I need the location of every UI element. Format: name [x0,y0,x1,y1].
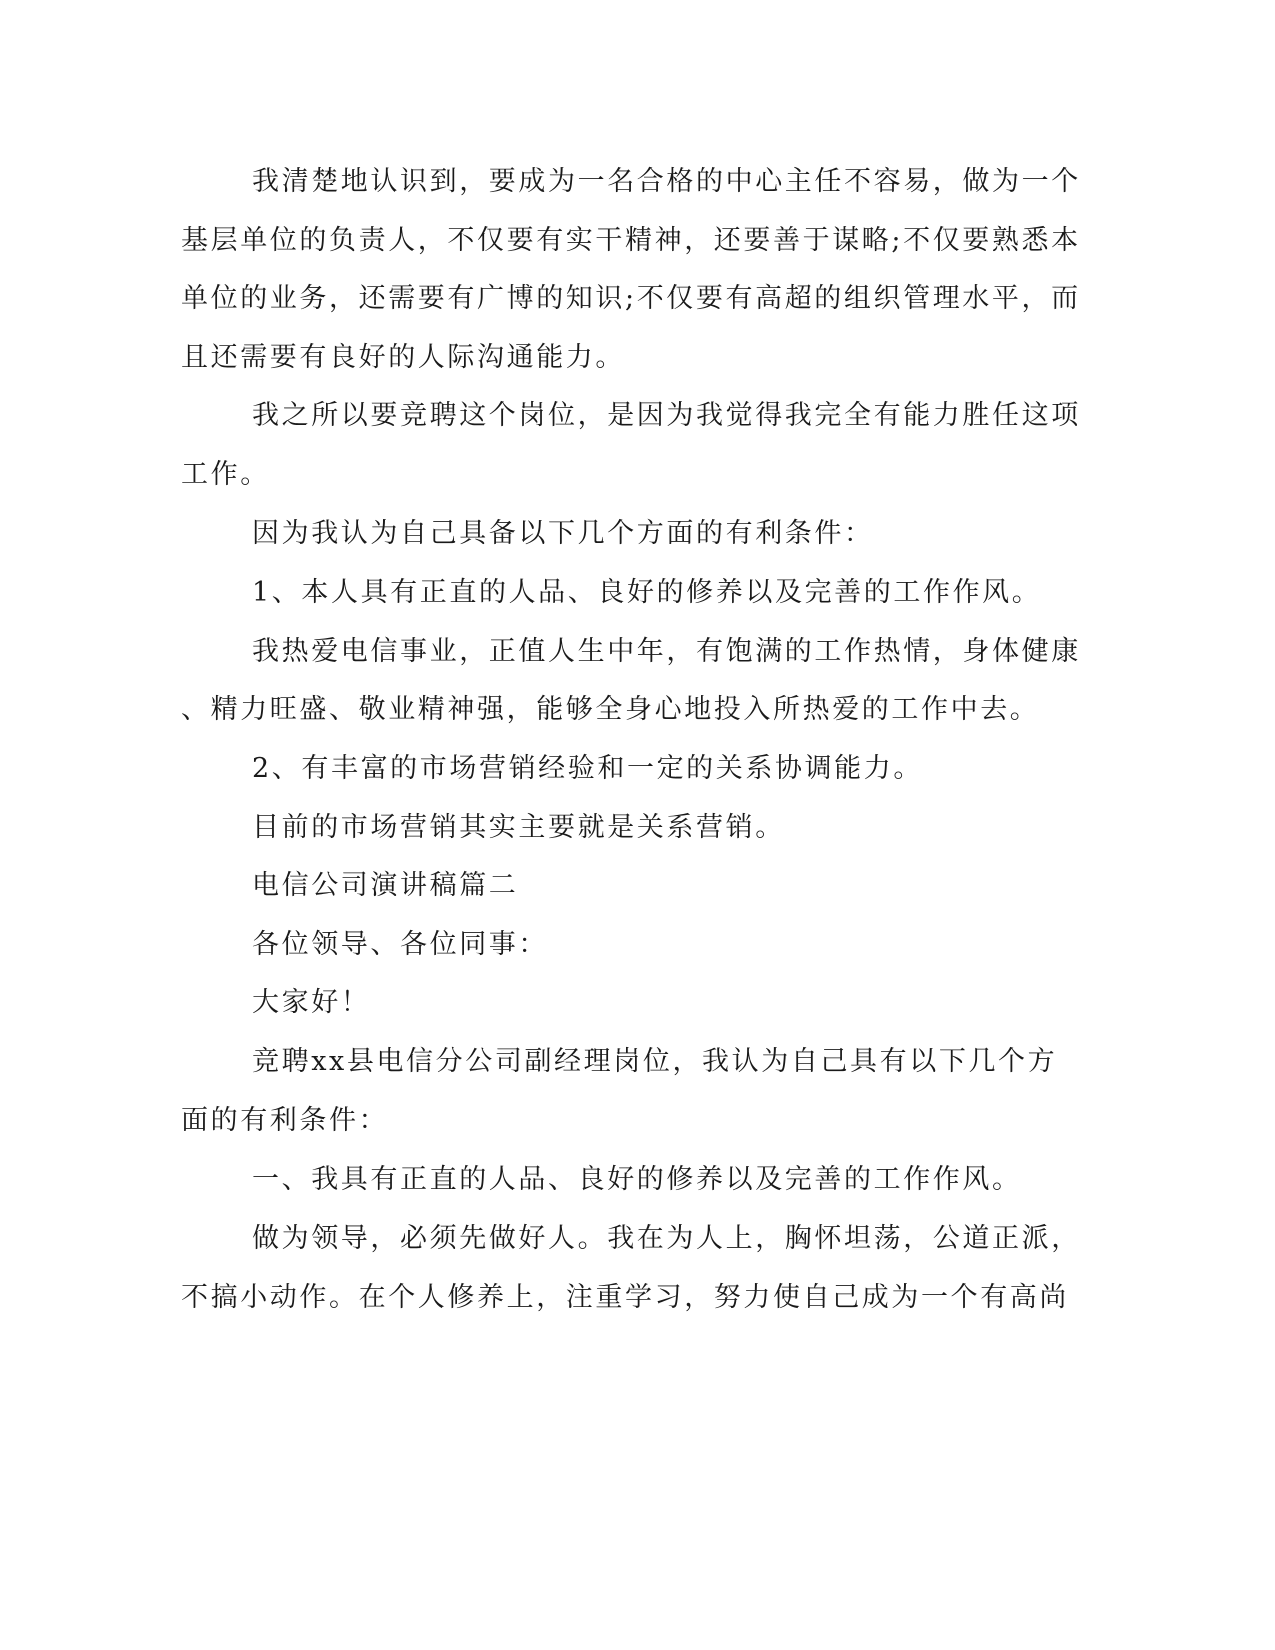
text-line: 、精力旺盛、敬业精神强，能够全身心地投入所热爱的工作中去。 [181,694,1040,725]
text-line: 1、本人具有正直的人品、良好的修养以及完善的工作作风。 [252,577,1042,608]
text-line: 我清楚地认识到，要成为一名合格的中心主任不容易，做为一个 [252,166,1081,197]
text-line: 各位领导、各位同事： [252,929,548,960]
text-line: 竞聘xx县电信分公司副经理岗位，我认为自己具有以下几个方 [252,1046,1058,1077]
text-line: 因为我认为自己具备以下几个方面的有利条件： [252,518,874,549]
text-line: 工作。 [181,459,270,490]
text-line: 电信公司演讲稿篇二 [252,870,519,901]
text-line: 2、有丰富的市场营销经验和一定的关系协调能力。 [252,753,923,784]
text-line: 一、我具有正直的人品、良好的修养以及完善的工作作风。 [252,1164,1022,1195]
text-line: 面的有利条件： [181,1105,389,1136]
text-line: 单位的业务，还需要有广博的知识;不仅要有高超的组织管理水平，而 [181,283,1081,314]
text-line: 基层单位的负责人，不仅要有实干精神，还要善于谋略;不仅要熟悉本 [181,225,1081,256]
text-line: 且还需要有良好的人际沟通能力。 [181,342,625,373]
text-line: 目前的市场营销其实主要就是关系营销。 [252,812,785,843]
text-line: 我之所以要竞聘这个岗位，是因为我觉得我完全有能力胜任这项 [252,400,1081,431]
text-line: 不搞小动作。在个人修养上，注重学习，努力使自己成为一个有高尚 [181,1282,1069,1313]
text-line: 做为领导，必须先做好人。我在为人上，胸怀坦荡，公道正派， [252,1223,1081,1254]
text-line: 大家好！ [252,987,371,1018]
text-line: 我热爱电信事业，正值人生中年，有饱满的工作热情，身体健康 [252,636,1081,667]
